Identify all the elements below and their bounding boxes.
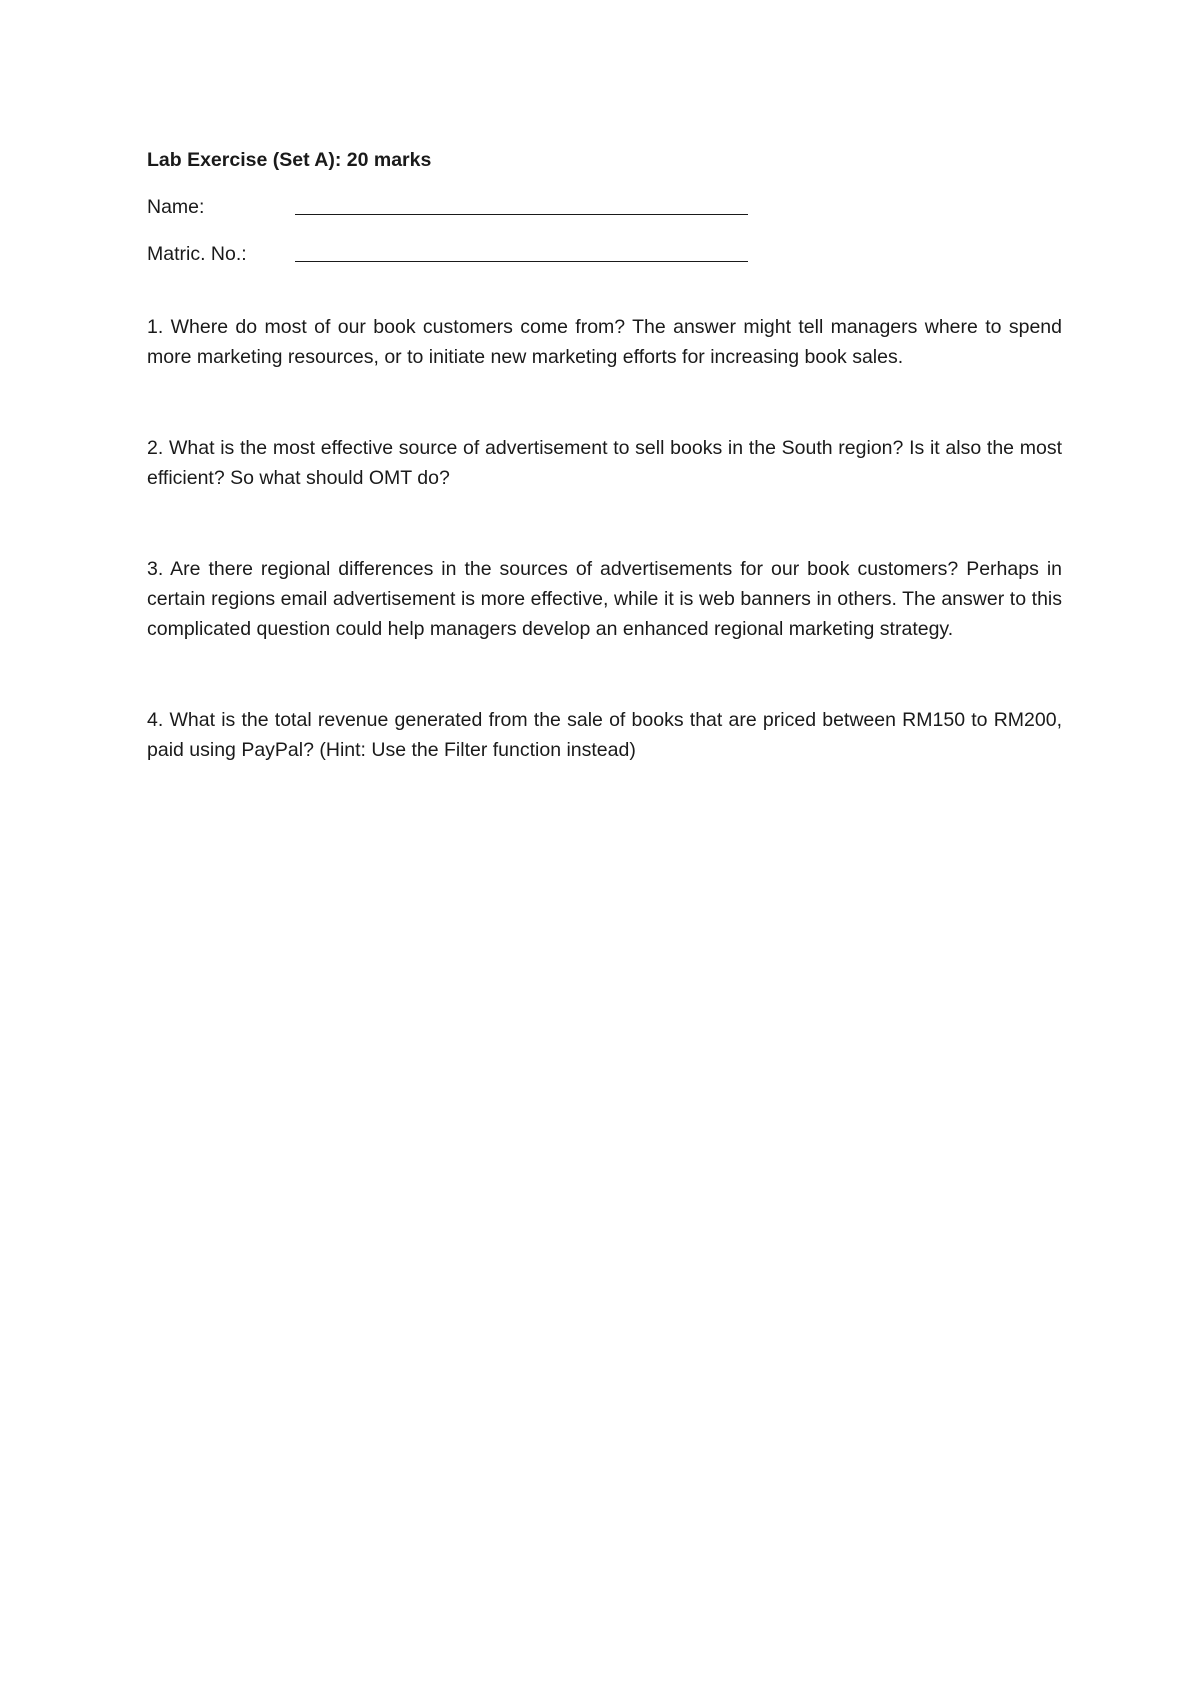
name-label: Name:	[147, 196, 205, 218]
matric-label: Matric. No.:	[147, 243, 247, 265]
question-1: 1. Where do most of our book customers come from? The answer might tell managers where to spend more marketing resources, or to initiate new marketing efforts for increasing book sales.	[147, 316, 1062, 368]
matric-field-row	[147, 239, 1062, 269]
matric-blank-line	[295, 261, 748, 262]
document-title: Lab Exercise (Set A): 20 marks	[147, 149, 432, 171]
question-4: 4. What is the total revenue generated from the sale of books that are priced between RM150 to RM200, paid using PayPal? (Hint: Use the Filter function instead)	[147, 709, 1062, 761]
name-blank-line	[295, 214, 748, 215]
question-3: 3. Are there regional differences in the sources of advertisements for our book customers? Perhaps in certain regions email advertisement is more effective, while it is web banners in others. The answer to this complicated question could help managers develop an enhanced regional marketing strategy.	[147, 558, 1062, 640]
name-field-row	[147, 192, 1062, 222]
document-content	[147, 145, 1062, 765]
question-2: 2. What is the most effective source of advertisement to sell books in the South region? Is it also the most efficient? So what should OMT do?	[147, 437, 1062, 489]
